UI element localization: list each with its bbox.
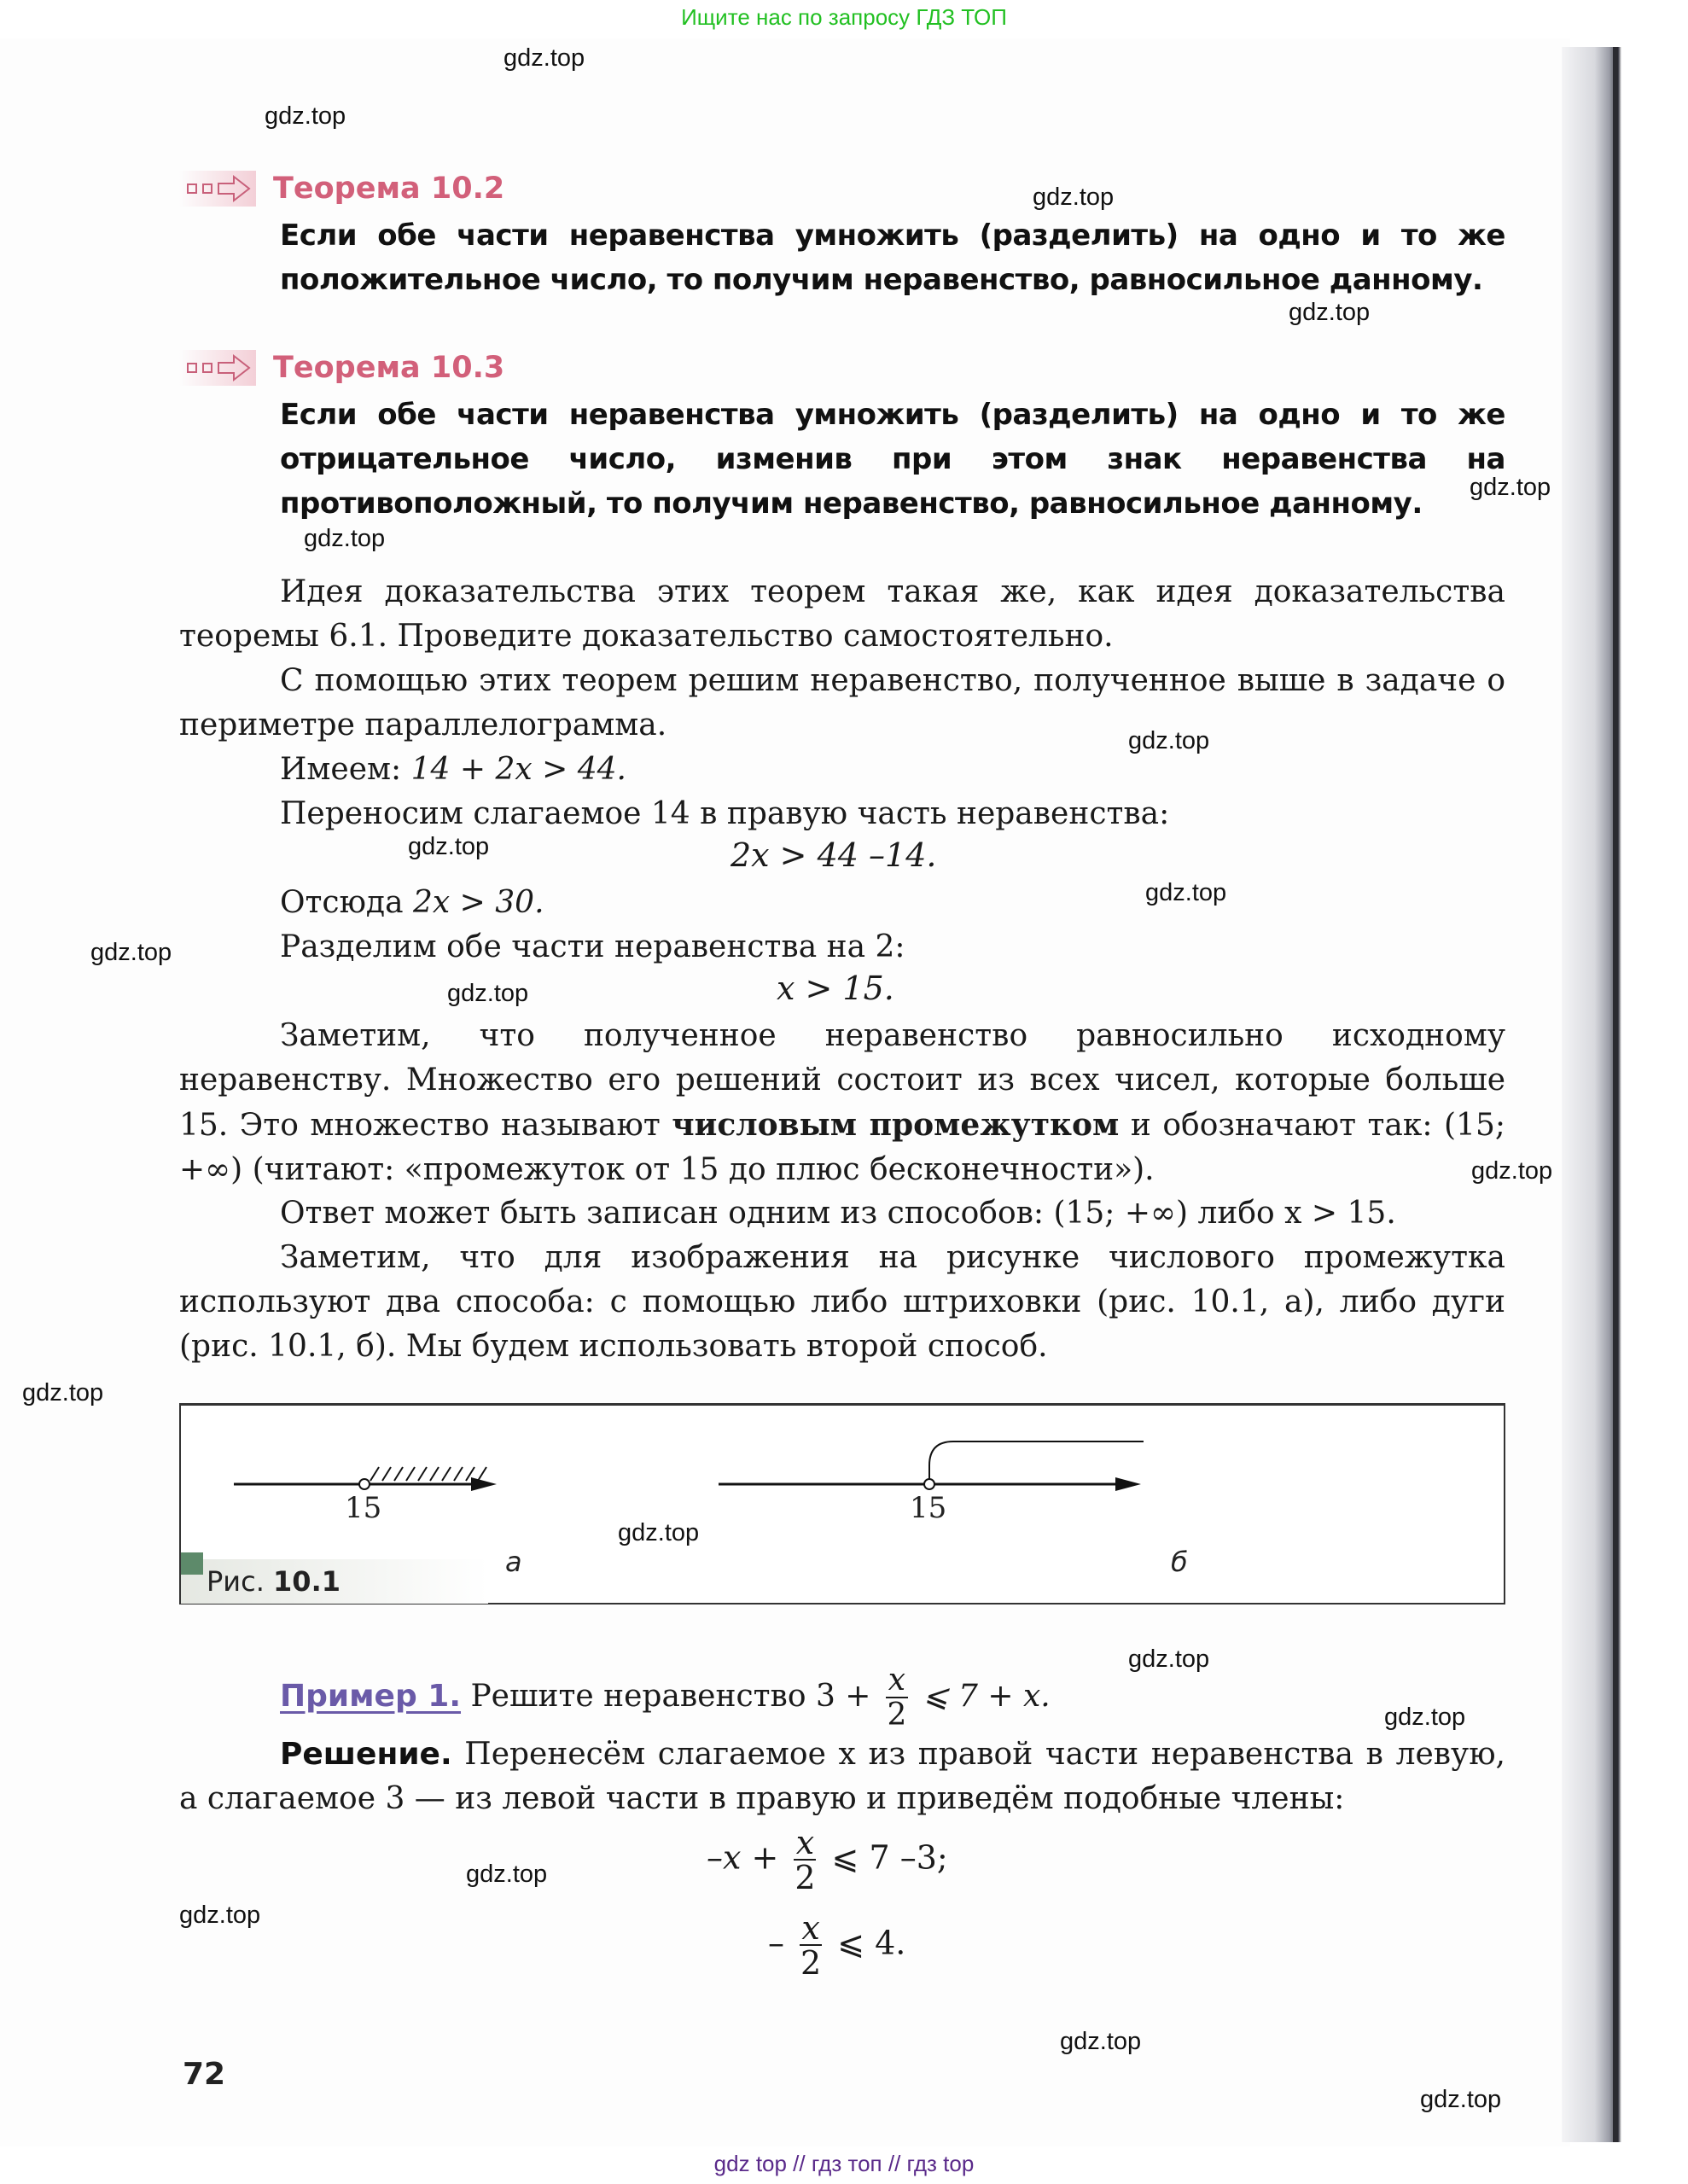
solution-equation-2 — [768, 1909, 906, 1982]
numerator: x — [801, 1909, 820, 1947]
equation-right: ⩽ 4. — [837, 1924, 906, 1962]
watermark-text: gdz.top — [1289, 299, 1371, 326]
watermark-text: gdz.top — [1145, 879, 1227, 906]
answer-paragraph — [179, 1191, 1505, 1236]
solution-paragraph — [179, 1733, 1505, 1821]
theorem-arrow-icon — [179, 350, 256, 386]
watermark-text: gdz.top — [304, 525, 386, 552]
bottom-banner[interactable]: gdz top // гдз топ // гдз top — [713, 2151, 975, 2176]
watermark-text: gdz.top — [22, 1379, 104, 1406]
term-numeric-interval: числовым промежутком — [672, 1107, 1120, 1143]
watermark-text: gdz.top — [179, 1902, 261, 1929]
equation-left: – — [768, 1924, 784, 1962]
label-text: Отсюда — [280, 885, 404, 920]
label-text: Имеем: — [280, 752, 402, 787]
fraction-x-over-2 — [886, 1664, 908, 1733]
paragraph-text: и обозначают так: (15; +∞) (читают: «промежуток от 15 до плюс бесконечности»). — [179, 1108, 1505, 1187]
book-spine-edge — [1613, 47, 1618, 2142]
theorem-10-2-body: Если обе части неравенства умножить (разделить) на одно и то же положительное число, то получим неравенство, равносильное данному. — [280, 218, 1505, 297]
theorem-title: Теорема 10.2 — [273, 172, 505, 206]
watermark-text: gdz.top — [1033, 183, 1115, 211]
paragraph-text: Заметим, что полученное неравенство равносильно исходному неравенству. Множество его решений состоит из всех чисел, которые больше 15. Это множество называют — [179, 1018, 1505, 1143]
depiction-paragraph — [179, 1236, 1505, 1369]
equation-right: ⩽ 7 –3; — [831, 1838, 948, 1877]
transfer-line — [179, 792, 1505, 836]
denominator: 2 — [887, 1698, 907, 1733]
subfigure-label-a: а — [505, 1546, 522, 1578]
equation-2x-gt-44-minus-14: 2x > 44 –14. — [730, 836, 937, 874]
watermark-text: gdz.top — [90, 939, 172, 966]
point-label-right: 15 — [910, 1491, 947, 1525]
numerator: x — [795, 1824, 815, 1861]
point-label-left: 15 — [345, 1491, 382, 1525]
example-text: Решите неравенство 3 + — [470, 1679, 871, 1714]
paragraph-text: Разделим обе части неравенства на 2: — [280, 929, 905, 964]
proof-idea-paragraph — [179, 570, 1505, 659]
top-banner[interactable]: Ищите нас по запросу ГДЗ ТОП — [681, 4, 1007, 30]
watermark-text: gdz.top — [1470, 474, 1551, 501]
caption-number: 10.1 — [273, 1565, 341, 1598]
caption-square-icon — [181, 1552, 203, 1575]
figure-10-1 — [179, 1403, 1505, 1605]
example-heading: Пример 1. — [280, 1679, 461, 1714]
watermark-text: gdz.top — [1420, 2086, 1502, 2113]
watermark-text: gdz.top — [265, 102, 346, 130]
have-line — [179, 748, 1505, 792]
equation-x-gt-15: x > 15. — [777, 970, 894, 1007]
paragraph-text: С помощью этих теорем решим неравенство, полученное выше в задаче о периметре параллелограмма. — [179, 663, 1505, 743]
subfigure-label-b: б — [1171, 1546, 1188, 1578]
watermark-text: gdz.top — [1128, 727, 1210, 754]
paragraph-text: Переносим слагаемое 14 в правую часть неравенства: — [280, 796, 1170, 831]
theorem-10-3-heading — [179, 350, 504, 386]
paragraph-text: Идея доказательства этих теорем такая же, как идея доказательства теоремы 6.1. Проведите доказательство самостоятельно. — [179, 574, 1505, 654]
denominator: 2 — [795, 1859, 816, 1896]
equation-left: –x + — [707, 1838, 779, 1877]
math-expression: 2x > 30. — [413, 885, 544, 920]
watermark-text: gdz.top — [1384, 1704, 1466, 1731]
watermark-text: gdz.top — [1060, 2028, 1142, 2055]
numerator: x — [888, 1663, 906, 1698]
example-1 — [179, 1664, 1505, 1733]
watermark-text: gdz.top — [1471, 1157, 1553, 1185]
solution-heading: Решение. — [280, 1737, 452, 1772]
watermark-text: gdz.top — [1128, 1645, 1210, 1673]
fraction-x-over-2 — [794, 1826, 816, 1895]
solve-intro-paragraph — [179, 659, 1505, 748]
example-text-after: ⩽ 7 + x. — [923, 1679, 1051, 1714]
theorem-10-3-body: Если обе части неравенства умножить (разделить) на одно и то же отрицательное число, изменив при этом знак неравенства на противоположный, то получим неравенство, равносильное данному. — [280, 398, 1505, 521]
watermark-text: gdz.top — [618, 1519, 700, 1546]
watermark-text: gdz.top — [447, 980, 529, 1007]
theorem-10-2-heading — [179, 171, 504, 207]
interval-paragraph — [179, 1014, 1505, 1192]
solution-equation-1 — [707, 1826, 948, 1895]
watermark-text: gdz.top — [503, 44, 585, 72]
figure-caption — [181, 1559, 488, 1604]
denominator: 2 — [800, 1944, 822, 1982]
paragraph-text: Заметим, что для изображения на рисунке числового промежутка используют два способа: с помощью либо штриховки (рис. 10.1, а), либо дуги (рис. 10.1, б). Мы будем использовать второй способ. — [179, 1240, 1505, 1364]
solution-text: Перенесём слагаемое x из правой части неравенства в левую, а слагаемое 3 — из левой части в правую и приведём подобные члены: — [179, 1737, 1505, 1816]
watermark-text: gdz.top — [466, 1861, 548, 1888]
theorem-title: Теорема 10.3 — [273, 351, 505, 385]
divide-line — [179, 925, 1505, 970]
hence-line — [179, 881, 1505, 925]
paragraph-text: Ответ может быть записан одним из способов: (15; +∞) либо x > 15. — [280, 1196, 1396, 1231]
math-expression: 14 + 2x > 44. — [410, 752, 626, 787]
fraction-x-over-2 — [800, 1909, 822, 1982]
theorem-arrow-icon — [179, 171, 256, 207]
caption-prefix: Рис. — [207, 1565, 265, 1598]
watermark-text: gdz.top — [408, 833, 490, 860]
page-number: 72 — [183, 2057, 226, 2092]
